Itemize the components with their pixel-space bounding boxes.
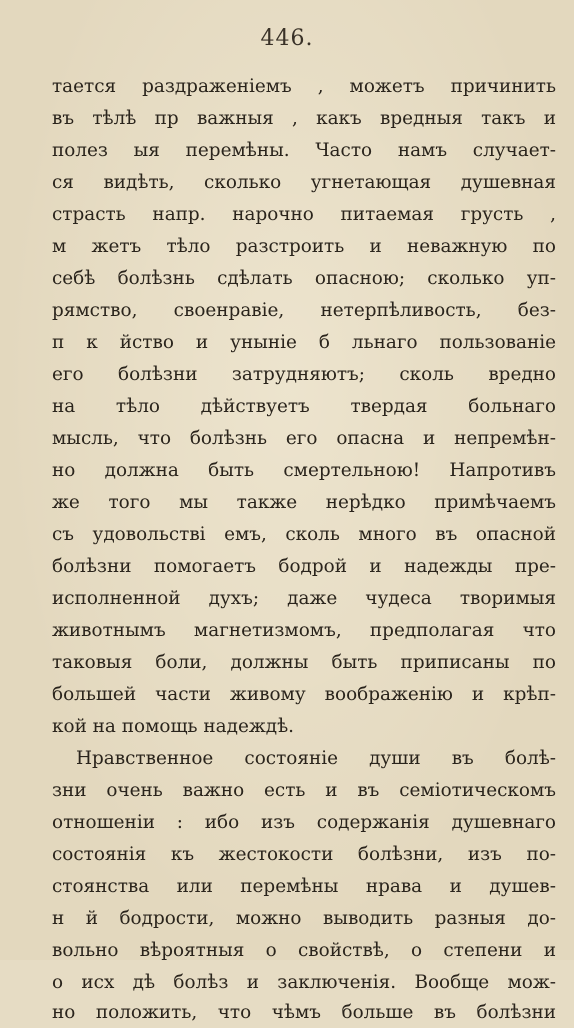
text-line: исполненной духъ; даже чудеса творимыя: [52, 588, 556, 609]
text-line: животнымъ магнетизмомъ, предполагая что: [52, 620, 556, 641]
text-line: Нравственное состояніе души въ болѣ-: [76, 748, 556, 769]
text-line: таковыя боли, должны быть приписаны по: [52, 652, 556, 673]
text-line: кой на помощь надеждѣ.: [52, 716, 295, 737]
text-line: о исх дѣ болѣз и заключенія. Вообще мож-: [52, 972, 556, 993]
text-line: отношеніи : ибо изъ содержанія душевнаго: [52, 812, 556, 833]
text-line: съ удовольстві емъ, сколь много въ опасной: [52, 524, 556, 545]
text-line: тается раздраженіемъ , можетъ причинить: [52, 76, 556, 97]
text-line: себѣ болѣзнь сдѣлать опасною; сколько уп-: [52, 268, 556, 289]
text-line: же того мы также нерѣдко примѣчаемъ: [52, 492, 556, 513]
page-number: 446.: [260, 26, 314, 51]
text-line: п к йство и унынiе б льнаго пользованіе: [52, 332, 556, 353]
text-line: на тѣло дѣйствуетъ твердая больнаго: [52, 396, 556, 417]
text-line: рямство, своенравіе, нетерпѣливость, без-: [52, 300, 556, 321]
text-line: ся видѣть, сколько угнетающая душевная: [52, 172, 556, 193]
text-line: страсть напр. нарочно питаемая грусть ,: [52, 204, 556, 225]
text-line: въ тѣлѣ пр важныя , какъ вредныя такъ и: [52, 108, 556, 129]
text-line: н й бодрости, можно выводить разныя до-: [52, 908, 556, 929]
text-line: его болѣзни затрудняютъ; сколь вредно: [52, 364, 556, 385]
text-line: но должна быть смертельною! Напротивъ: [52, 460, 556, 481]
text-line: вольно вѣроятныя о свойствѣ, о степени и: [52, 940, 556, 961]
text-line: зни очень важно есть и въ семіотическомъ: [52, 780, 556, 801]
text-line: большей части живому воображенію и крѣп-: [52, 684, 556, 705]
text-line: но положить, что чѣмъ больше въ болѣзни: [52, 1002, 556, 1023]
text-line: полез ыя перемѣны. Часто намъ случает-: [52, 140, 556, 161]
text-line: м жетъ тѣло разстроить и неважную по: [52, 236, 556, 257]
text-line: состоянія къ жестокости болѣзни, изъ по-: [52, 844, 556, 865]
text-line: мысль, что болѣзнь его опасна и непремѣн-: [52, 428, 556, 449]
text-line: болѣзни помогаетъ бодрой и надежды пре-: [52, 556, 556, 577]
text-line: стоянства или перемѣны нрава и душев-: [52, 876, 556, 897]
